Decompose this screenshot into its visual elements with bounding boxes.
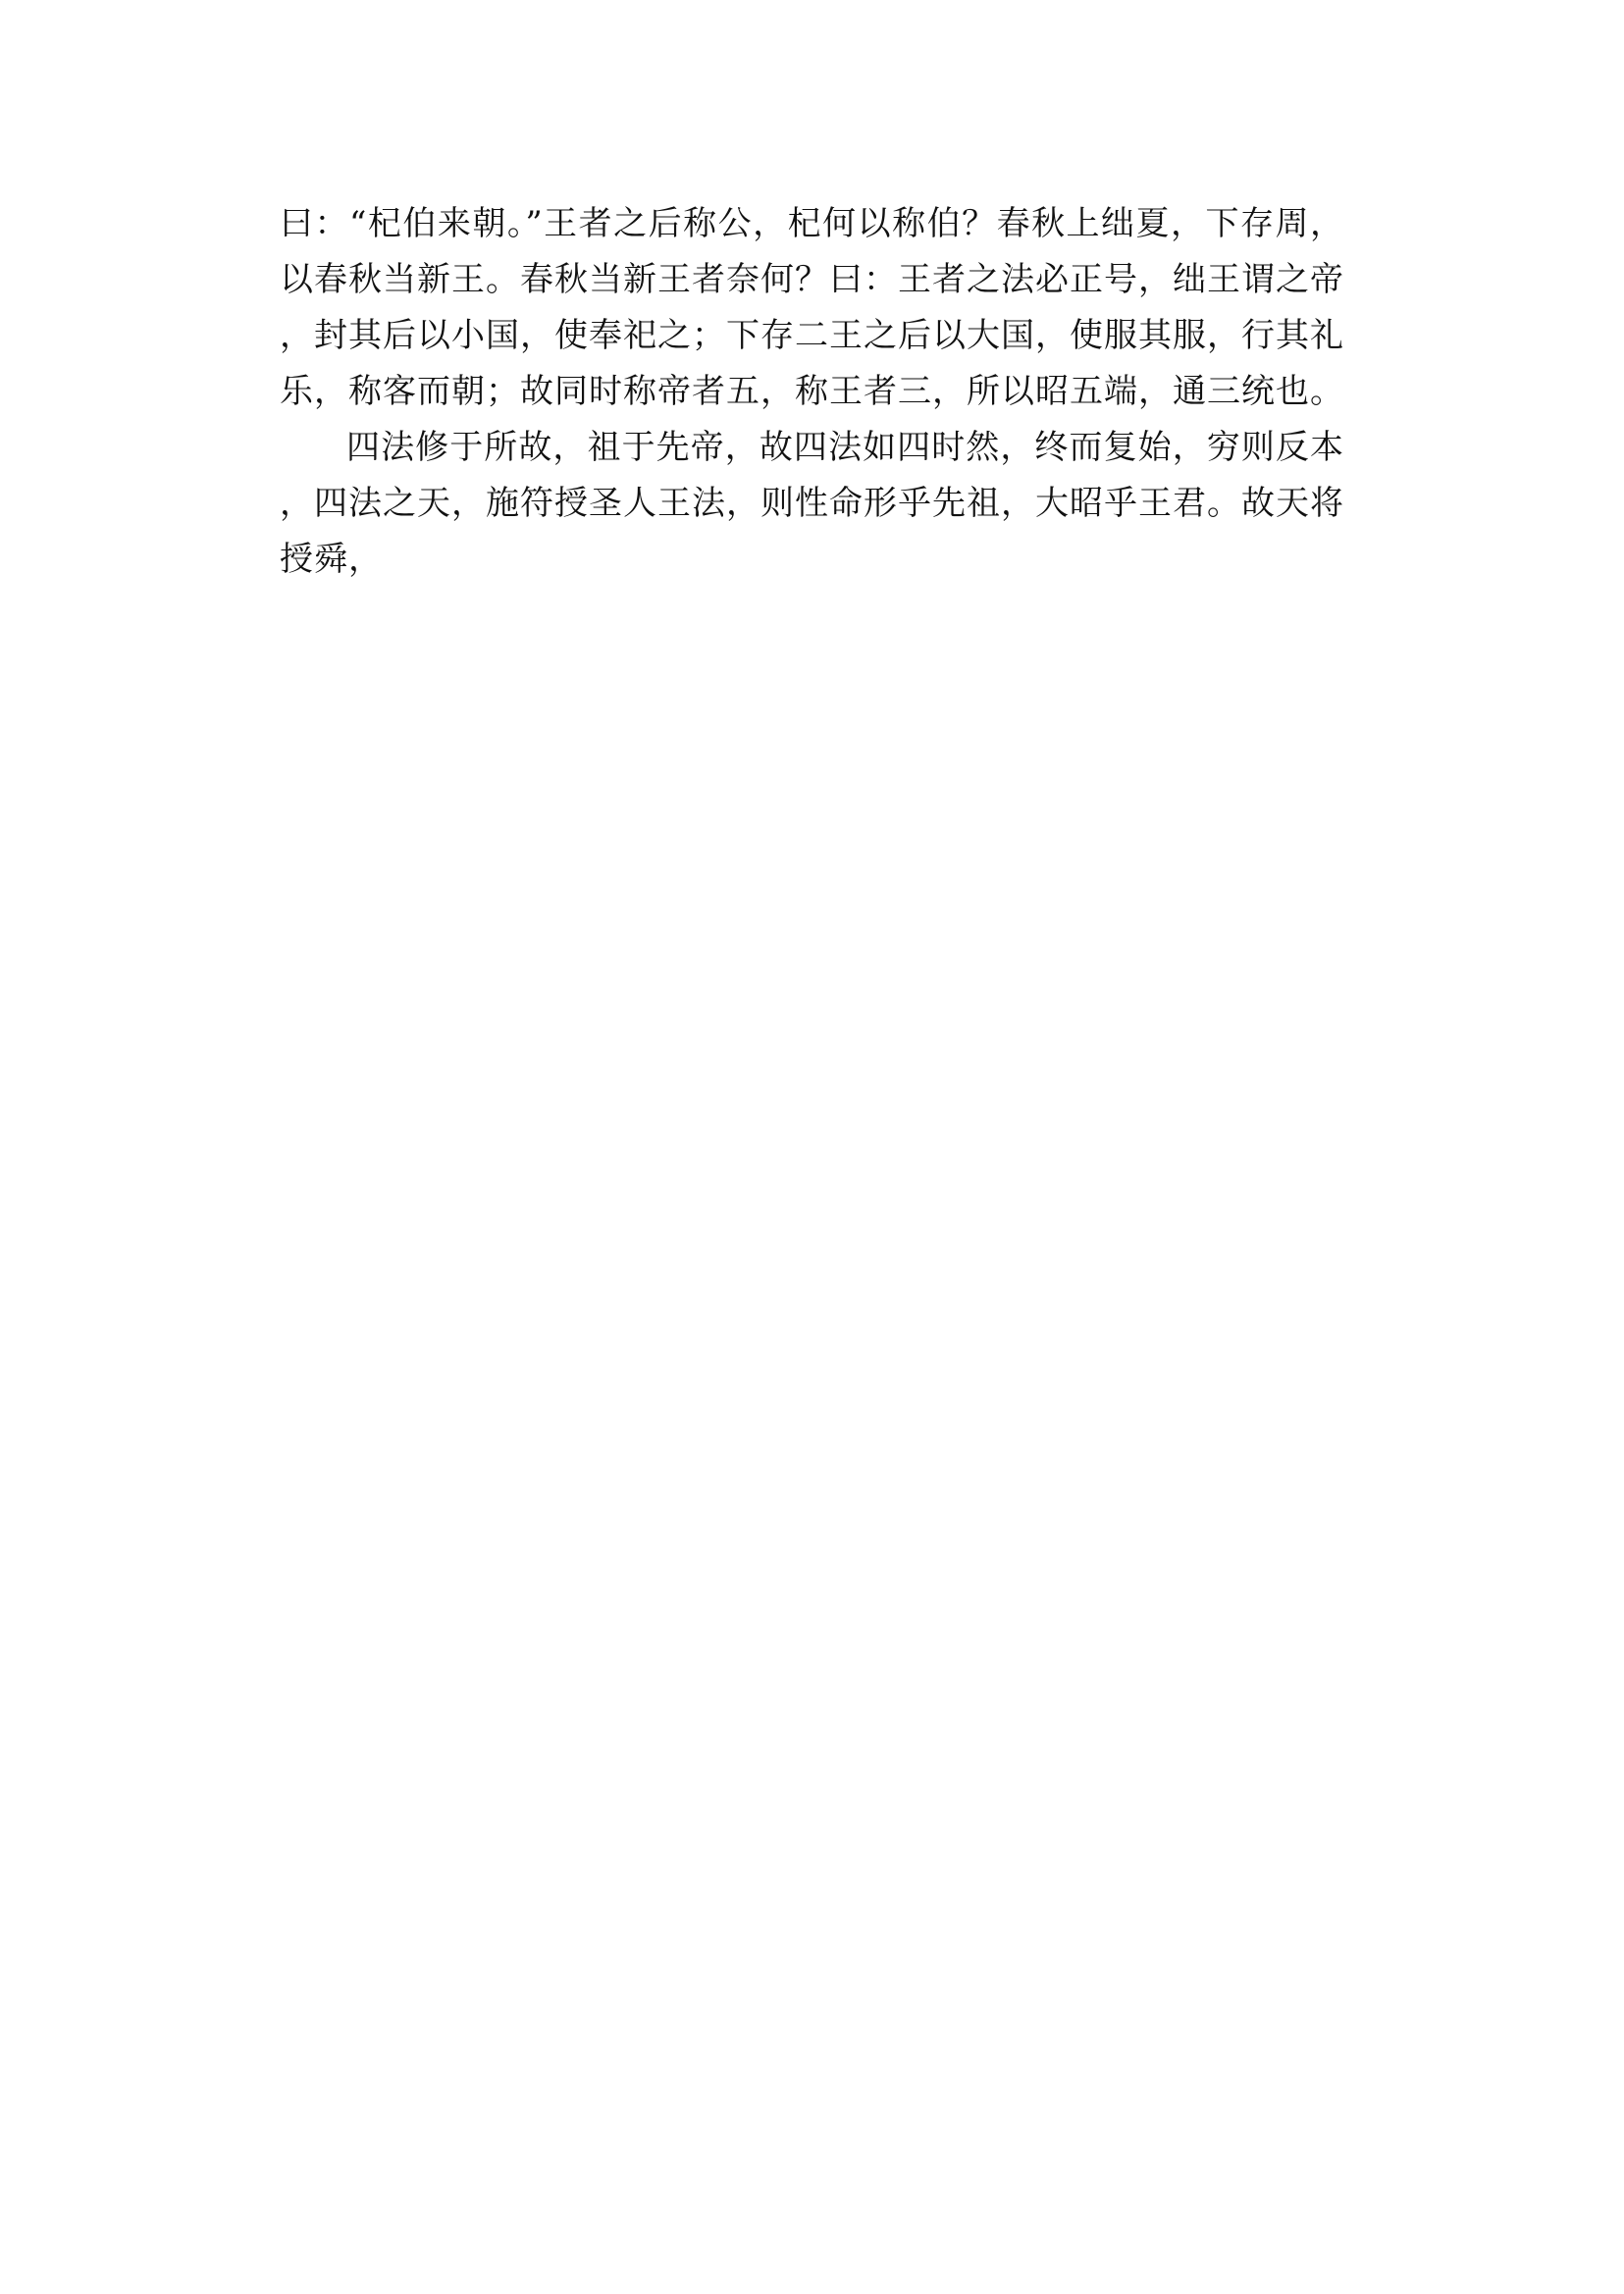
document-page <box>280 196 1344 2119</box>
paragraph-2: 四法修于所故，祖于先帝，故四法如四时然，终而复始，穷则反本，四法之天，施符授圣人王法，则性命形乎先祖，大昭乎王君。故天将授舜， <box>280 428 1344 579</box>
paragraph-1: 曰：“杞伯来朝。”王者之后称公，杞何以称伯？春秋上绌夏，下存周，以春秋当新王。春秋当新王者奈何？曰：王者之法必正号，绌王谓之帝，封其后以小国，使奉祀之；下存二王之后以大国，使服其服，行其礼乐，称客而朝；故同时称帝者五，称王者三，所以昭五端，通三统也。 <box>280 204 1344 411</box>
